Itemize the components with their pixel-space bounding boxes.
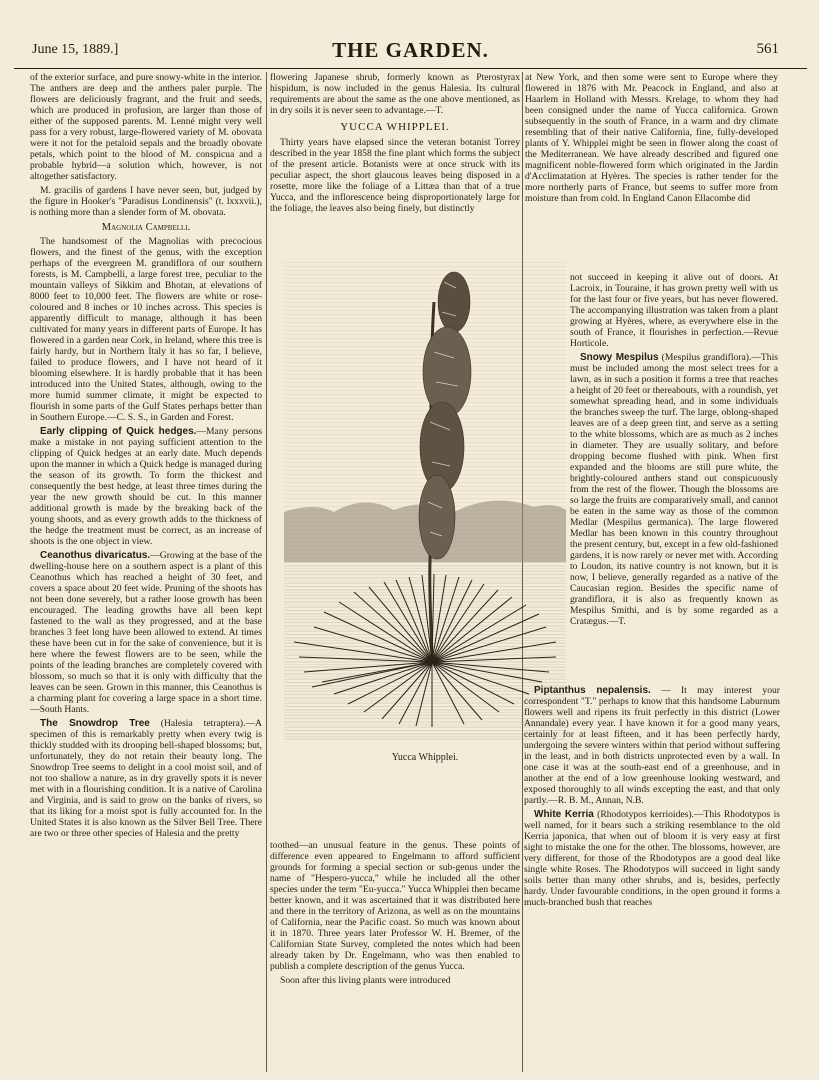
article-lead: The Snowdrop Tree xyxy=(40,718,150,729)
paragraph: of the exterior surface, and pure snowy-white in the interior. The anthers are deep and the anthers paler purple. The flowers are deliciously fragrant, and the fruit and seeds, which are produced in profusion, are larger than those of either of the supposed parents. M. Lenné might very well pass for a very robust, large-flowered variety of M. obovata were it not for the petaloid sepals and the broadly obovate petals, which point to the blood of M. conspicua and a probable hybrid—a solution which, however, is not altogether satisfactory. xyxy=(30,72,262,182)
column-3-top xyxy=(525,72,778,272)
paragraph: Thirty years have elapsed since the veteran botanist Torrey described in the year 1858 the fine plant which forms the subject of the present article. Botanists were at once struck with its peculiar aspect, the short glaucous leaves being disposed in a rosette, more like the foliage of a Littæa than that of a true Yucca, and the inflorescence being disproportionately large for the foliage, the leaves also being finely, but distinctly xyxy=(270,137,520,214)
article-body: — It may interest your correspondent "T." perhaps to know that this handsome Laburnum flowers well and ripens its fruit perfectly in this district (Lower Annandale) every year. I have known it for a good many years, certainly for at least fifteen, and it has been perfectly hardy, undergoing the severe winters within that period without suffering in the least, and in both districts unprotected even by a wall. In one case it was at the south-east end of a greenhouse, and in another at the end of a low greenhouse looking westward, and exposed thoroughly to all winds excepting the east, and that only partly.—R. B. M., Annan, N.B. xyxy=(524,685,780,806)
article-body: —Many persons make a mistake in not paying sufficient attention to the clipping of Quick hedges at an early date. Much depends upon the manner in which a Quick hedge is managed during the season of its growth. To form the thickest and consequently the best hedge, at least three times during the year the new growth should be cut. In this manner additional growth is made by the breaking back of the young shoots, and as every growth adds to the thickness of the hedge the treatment must be correct, as an increase of shoots is the one object in view. xyxy=(30,426,262,547)
article-lead: Snowy Mespilus xyxy=(580,352,659,363)
paragraph: not succeed in keeping it alive out of doors. At Lacroix, in Touraine, it has grown pretty well with us for the last four or five years, but has never flowered. The accompanying illustration was taken from a plant growing at Hyères, where, as everywhere else in the south of France, it flourishes in perfection.—Revue Horticole. xyxy=(570,272,778,349)
article-title: YUCCA WHIPPLEI. xyxy=(340,121,450,133)
article xyxy=(30,426,262,547)
article-body: (Halesia tetraptera).—A specimen of this is remarkably pretty when every twig is thickly studded with its drooping bell-shaped blossoms; but, unfortunately, they do not retain their beauty long. The Snowdrop Tree seems to delight in a cool moist soil, and of not too shallow a nature, as in dry gravelly spots it is never met with in a flourishing condition. It is a native of Carolina and Virginia, and is said to grow on the banks of rivers, so that its liking for a moist spot is fully accounted for. In the United States it is also known as the Silver Bell Tree. There are two or three other species of Halesia and the pretty xyxy=(30,718,262,839)
article xyxy=(30,718,262,839)
section-heading: Magnolia Campbelli. xyxy=(101,222,191,233)
paragraph: flowering Japanese shrub, formerly known as Pterostyrax hispidum, is now included in the genus Halesia. Its cultural requirements are about the same as the one above mentioned, as in dry soils it is never seen to advantage.—T. xyxy=(270,72,520,116)
article xyxy=(570,352,778,627)
article-lead: Early clipping of Quick hedges. xyxy=(40,426,197,437)
header-rule xyxy=(14,68,807,69)
yucca-illustration xyxy=(284,262,566,742)
column-2-top xyxy=(270,72,520,247)
article-body: (Rhodotypos kerrioides).—This Rhodotypos is well named, for it bears such a striking resemblance to the old Kerria japonica, that when out of bloom it is very easy at first sight to mistake the one for the other. The blossoms, however, are very different, for those of the Rhodotypos are a good deal like single white Roses. The Rhodotypos will succeed in light sandy soils better than many other shrubs, and is, besides, perfectly hardy. Under favourable conditions, in the open ground it forms a much-branched bush that reaches xyxy=(524,809,780,908)
article-lead: Ceanothus divaricatus. xyxy=(40,550,151,561)
page-number: 561 xyxy=(756,41,779,57)
column-1 xyxy=(30,72,262,1072)
column-3-middle xyxy=(570,272,778,684)
article-lead: White Kerria xyxy=(534,809,594,820)
column-3-bottom xyxy=(524,685,780,1077)
article xyxy=(524,685,780,806)
column-2-bottom xyxy=(270,840,520,1080)
paragraph: toothed—an unusual feature in the genus. These points of difference even appeared to Engelmann to afford sufficient grounds for forming a special section or sub-genus under the name of "Hesperо-yucca," while he included all the other species under the term "Eu-yucca." Yucca Whipplei then became better known, and it was ascertained that it was distributed here and there in the territory of Arizona, as well as on the mountains of California, near the Pacific coast. So much was known about it in 1870. Three years later Professor W. H. Bremer, of the Californian State Survey, completed the notes which had been already taken by Dr. Engelmann, who was then enabled to publish a complete description of the genus Yucca. xyxy=(270,840,520,972)
paragraph: M. gracilis of gardens I have never seen, but, judged by the figure in Hooker's "Paradisus Londinensis" (t. lxxxvii.), is nothing more than a slender form of M. obovata. xyxy=(30,185,262,218)
paragraph: The handsomest of the Magnolias with precocious flowers, and the finest of the genus, with the exception perhaps of the evergreen M. grandiflora of our southern forests, is M. Campbelli, a large forest tree, peculiar to the mountain valleys of Sikkim and Bhotan, at elevations of 8000 feet to 10,000 feet. The flowers are white or rose-coloured and 8 inches or 10 inches across. This species is apparently difficult to manage, although it has been cultivated for many years in different parts of Europe. It has flowered in a garden near Cork, in Ireland, where this tree is fairly hardy, but in Northern Italy it has so far, I believe, failed to produce flowers, and I have not heard of it blooming elsewhere. It is hardly probable that it has been introduced into the United States, although, owing to the more humid summer climate, it might be expected to flourish in some parts of the Gulf States perhaps better than in Southern Europe.—C. S. S., in Garden and Forest. xyxy=(30,236,262,423)
article-body: (Mespilus grandiflora).—This must be included among the most select trees for a lawn, as in such a position it forms a tree that reaches a height of 20 feet or thereabouts, with a roundish, yet somewhat spreading head, and in some individuals the branches sweep the turf. The large, oblong-shaped leaves are of a deep green tint, and serve as a setting to the white blossoms, which are as much as 2 inches in diameter. They are usually solitary, and before dropping become flushed with pink. When first expanded and the blooms are still pure white, the brightly-coloured anthers stand out conspicuously from the rest of the flower. Though the blossoms are so large the fruits are comparatively small, and cannot be eaten in the same way as those of the common Medlar (Mespilus germanica). The large flowered Medlar has been known in this country throughout the present century, but, except in a few old-fashioned gardens, it is now rarely or never met with. According to Loudon, its native country is not known, but it is now, I believe, generally regarded as a native of the Caucasian region. Besides the specific name of grandiflora, it is also as frequently known as Mespilus Smithi, and is by some regarded as a Cratægus.—T. xyxy=(570,352,778,627)
article-lead: Piptanthus nepalensis. xyxy=(534,685,651,696)
paragraph: at New York, and then some were sent to Europe where they flowered in 1876 with Mr. Peacock in England, and also at Haarlem in Holland with Messrs. Krelage, to whom they had been consigned under the name of Yucca californica. Grown subsequently in the south of France, in a warm and dry climate resembling that of their native California, fine, fully-developed plants of Y. Whipplei might be seen in flower along the coast of the Mediterranean. We have already described and figured one magnificent noble-flowered form which originated in the Jardin d'Acclimatation at Hyères. The species is rather tender for the more northerly parts of France, but seems to suffer more from moisture than from cold. In England Canon Ellacombe did xyxy=(525,72,778,204)
paragraph: Soon after this living plants were introduced xyxy=(280,975,451,986)
publication-title: THE GARDEN. xyxy=(332,38,489,62)
figure-caption: Yucca Whipplei. xyxy=(391,752,459,763)
issue-date: June 15, 1889.] xyxy=(32,42,119,57)
page-header xyxy=(14,38,807,68)
article xyxy=(524,809,780,908)
column-divider-1 xyxy=(266,72,267,1072)
article xyxy=(30,550,262,715)
article-body: —Growing at the base of the dwelling-house here on a southern aspect is a plant of this Ceanothus which has reached a height of 30 feet, and covers a space about 20 feet wide. Pruning of the shoots has not been done severely, but a rather loose growth has been encouraged. The leading growths have all been kept fastened to the wall as they progressed, and at the base branches 3 feet long have been allowed to extend. At times these have been cut in for the sake of convenience, but it is here where the fewest flowers are to be seen, while the points of the leading branches are completely covered with blossom, so much so that it is only with difficulty that the leaves can be seen. Grown in this manner, this Ceanothus is a charming plant for covering a large space in a short time.—South Hants. xyxy=(30,550,262,715)
